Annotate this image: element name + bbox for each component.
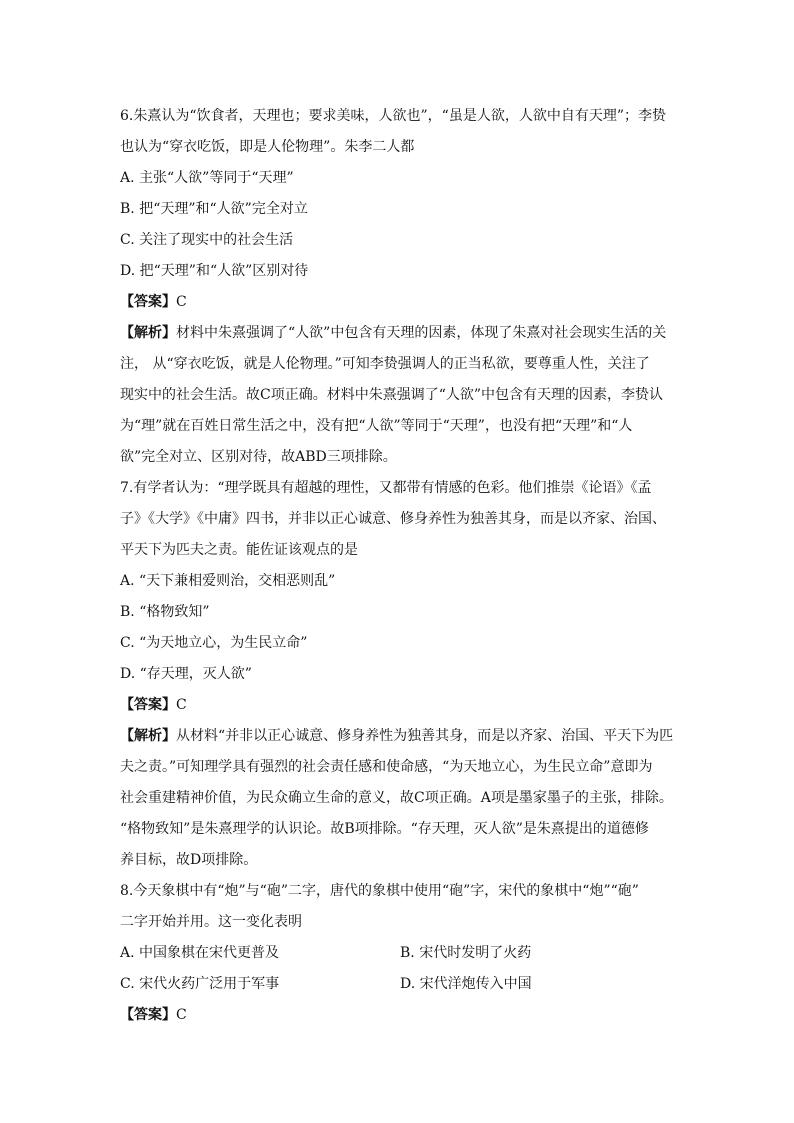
question-8-option-b: B. 宋代时发明了火药 [400, 945, 532, 961]
question-6-option-b: B. 把“天理”和“人欲”完全对立 [120, 201, 308, 217]
question-6-analysis-line: 为“理”就在百姓日常生活之中，没有把“人欲”等同于“天理”，也没有把“天理”和“人 [120, 418, 633, 434]
analysis-tag: 【解析】 [120, 325, 176, 341]
document-page [120, 101, 680, 1031]
question-6-analysis-line: 注， 从“穿衣吃饭，就是人伦物理。”可知李贽强调人的正当私欲，要尊重人性，关注了 [120, 356, 650, 372]
question-6-analysis-line [120, 318, 680, 349]
question-6-option-c: C. 关注了现实中的社会生活 [120, 232, 294, 248]
question-7-analysis-line: “格物致知”是朱熹理学的认识论。故B项排除。“存天理，灭人欲”是朱熹提出的道德修 [120, 821, 649, 837]
question-6-answer [120, 287, 680, 318]
question-8-stem-line: 8.今天象棋中有“炮”与“砲”二字，唐代的象棋中使用“砲”字，宋代的象棋中“炮”“砲” [120, 883, 639, 899]
question-7-analysis-line [120, 721, 680, 752]
question-6-analysis-line: 现实中的社会生活。故C项正确。材料中朱熹强调了“人欲”中包含有天理的因素，李贽认 [120, 387, 664, 403]
question-7-analysis-line: 社会重建精神价值，为民众确立生命的意义，故C项正确。A项是墨家墨子的主张，排除。 [120, 790, 673, 806]
question-7-analysis-line: 夫之责。”可知理学具有强烈的社会责任感和使命感，“为天地立心，为生民立命”意即为 [120, 759, 653, 775]
question-6-option-d: D. 把“天理”和“人欲”区别对待 [120, 263, 309, 279]
question-7-option-a: A. “天下兼相爱则治，交相恶则乱” [120, 573, 336, 589]
answer-tag: 【答案】 [120, 294, 176, 310]
question-7-analysis-line: 养目标，故D项排除。 [120, 852, 258, 868]
question-7-option-b: B. “格物致知” [120, 604, 210, 620]
question-8-option-d: D. 宋代洋炮传入中国 [400, 976, 532, 992]
question-6-analysis-line: 欲”完全对立、区别对待，故ABD三项排除。 [120, 449, 397, 465]
analysis-tag: 【解析】 [120, 728, 176, 744]
question-8-option-a: A. 中国象棋在宋代更普及 [120, 945, 280, 961]
question-8-option-c: C. 宋代火药广泛用于军事 [120, 976, 280, 992]
answer-tag: 【答案】 [120, 1007, 176, 1023]
question-8 [120, 876, 680, 1031]
question-7-stem-line: 子》《大学》《中庸》四书，并非以正心诚意、修身养性为独善其身，而是以齐家、治国、 [120, 511, 666, 527]
question-7-stem-line: 7.有学者认为：“理学既具有超越的理性，又都带有情感的色彩。他们推崇《论语》《孟 [120, 480, 652, 496]
question-6-stem-line: 也认为“穿衣吃饭，即是人伦物理”。朱李二人都 [120, 139, 415, 155]
question-8-stem-line: 二字开始并用。这一变化表明 [120, 914, 302, 930]
question-8-answer [120, 1000, 680, 1031]
analysis-text: 材料中朱熹强调了“人欲”中包含有天理的因素，体现了朱熹对社会现实生活的关 [176, 325, 667, 341]
question-6-option-a: A. 主张“人欲”等同于“天理” [120, 170, 294, 186]
answer-value: C [176, 697, 187, 713]
answer-value: C [176, 294, 187, 310]
question-7 [120, 473, 680, 876]
question-7-option-c: C. “为天地立心，为生民立命” [120, 635, 308, 651]
question-6-stem-line: 6.朱熹认为“饮食者，天理也；要求美味，人欲也”，“虽是人欲，人欲中自有天理”；李贽 [120, 108, 666, 124]
question-7-option-d: D. “存天理，灭人欲” [120, 666, 252, 682]
question-6 [120, 101, 680, 473]
question-7-answer [120, 690, 680, 721]
answer-tag: 【答案】 [120, 697, 176, 713]
question-7-stem-line: 平天下为匹夫之责。能佐证该观点的是 [120, 542, 358, 558]
question-8-options-row [120, 969, 680, 1000]
analysis-text: 从材料“并非以正心诚意、修身养性为独善其身，而是以齐家、治国、平天下为匹 [176, 728, 674, 744]
question-8-options-row [120, 938, 680, 969]
answer-value: C [176, 1007, 187, 1023]
